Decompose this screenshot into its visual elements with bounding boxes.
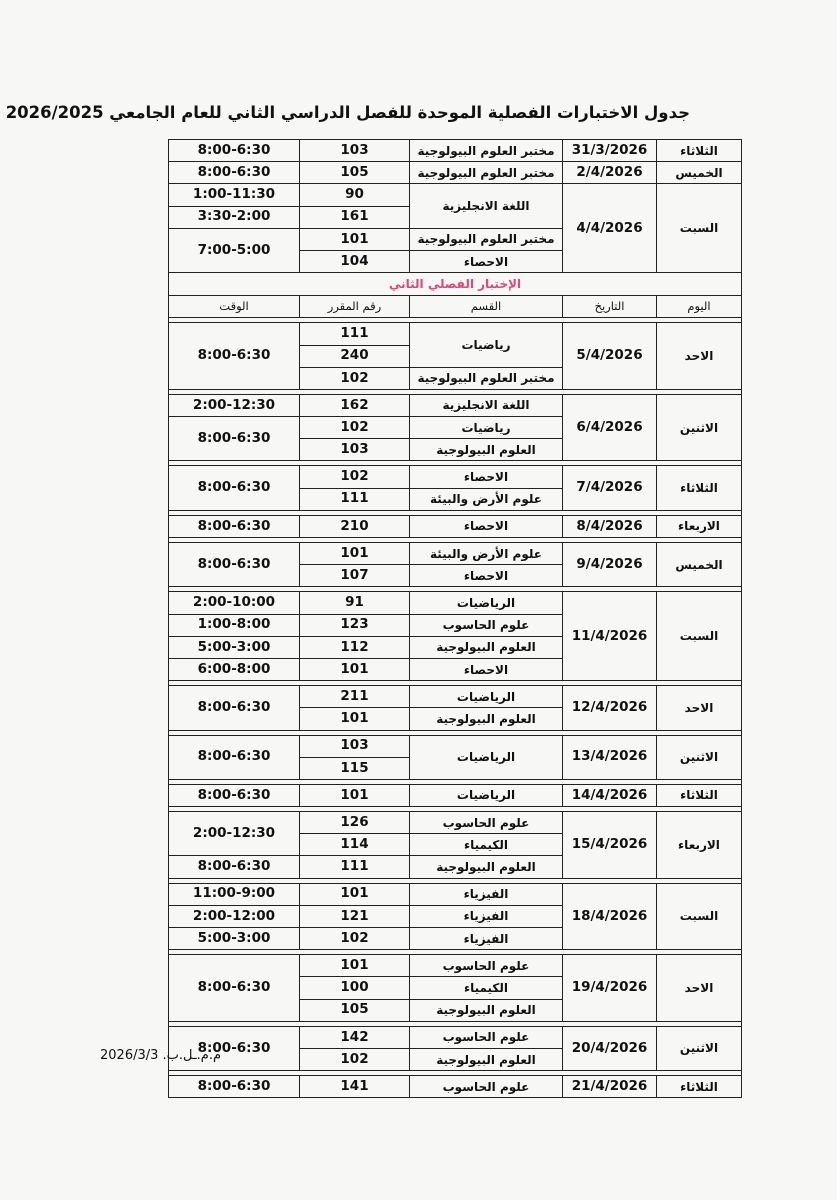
course-code-cell: 103: [300, 439, 410, 461]
table-row: [169, 955, 742, 977]
course-code-cell: 103: [300, 735, 410, 757]
page-title: جدول الاختبارات الفصلية الموحدة للفصل الدراسي الثاني للعام الجامعي 2026/2025: [5, 103, 690, 122]
course-code-cell: 211: [300, 686, 410, 708]
course-code-cell: 101: [300, 784, 410, 806]
course-code-cell: 115: [300, 757, 410, 779]
date-cell: 12/4/2026: [563, 686, 657, 730]
day-cell: الثلاثاء: [657, 466, 742, 510]
day-cell: السبت: [657, 883, 742, 950]
table-row: [169, 466, 742, 488]
dept-cell: العلوم البيولوجية: [410, 439, 563, 461]
header-time: الوقت: [169, 296, 300, 318]
course-code-cell: 240: [300, 345, 410, 367]
date-cell: 21/4/2026: [563, 1076, 657, 1098]
day-cell: الثلاثاء: [657, 140, 742, 162]
day-cell: الخميس: [657, 162, 742, 184]
time-cell: 8:00-6:30: [169, 417, 300, 461]
dept-cell: علوم الحاسوب: [410, 1076, 563, 1098]
course-code-cell: 123: [300, 614, 410, 636]
course-code-cell: 101: [300, 883, 410, 905]
course-code-cell: 102: [300, 417, 410, 439]
dept-cell: مختبر العلوم البيولوجية: [410, 228, 563, 250]
course-code-cell: 142: [300, 1026, 410, 1048]
course-code-cell: 162: [300, 394, 410, 416]
day-cell: الثلاثاء: [657, 1076, 742, 1098]
date-cell: 19/4/2026: [563, 955, 657, 1022]
time-cell: 8:00-6:30: [169, 686, 300, 730]
dept-cell: رياضيات: [410, 417, 563, 439]
dept-cell: العلوم البيولوجية: [410, 999, 563, 1021]
course-code-cell: 101: [300, 658, 410, 680]
time-cell: 8:00-6:30: [169, 466, 300, 510]
course-code-cell: 101: [300, 955, 410, 977]
date-cell: 8/4/2026: [563, 515, 657, 537]
table-row: [169, 1026, 742, 1048]
course-code-cell: 101: [300, 543, 410, 565]
date-cell: 13/4/2026: [563, 735, 657, 779]
course-code-cell: 141: [300, 1076, 410, 1098]
table-row: [169, 592, 742, 614]
table-row: [169, 1076, 742, 1098]
dept-cell: اللغة الانجليزية: [410, 184, 563, 228]
dept-cell: العلوم البيولوجية: [410, 856, 563, 878]
table-row: [169, 784, 742, 806]
dept-cell: رياضيات: [410, 323, 563, 367]
day-cell: الاربعاء: [657, 515, 742, 537]
date-cell: 20/4/2026: [563, 1026, 657, 1070]
table-row: [169, 883, 742, 905]
dept-cell: الاحصاء: [410, 565, 563, 587]
dept-cell: علوم الحاسوب: [410, 1026, 563, 1048]
time-cell: 7:00-5:00: [169, 228, 300, 272]
course-code-cell: 102: [300, 367, 410, 389]
course-code-cell: 114: [300, 834, 410, 856]
time-cell: 2:00-10:00: [169, 592, 300, 614]
dept-cell: مختبر العلوم البيولوجية: [410, 162, 563, 184]
date-cell: 15/4/2026: [563, 812, 657, 879]
header-day: اليوم: [657, 296, 742, 318]
dept-cell: علوم الأرض والبيئة: [410, 488, 563, 510]
day-cell: الاحد: [657, 686, 742, 730]
time-cell: 8:00-6:30: [169, 735, 300, 779]
time-cell: 2:00-12:00: [169, 905, 300, 927]
time-cell: 8:00-6:30: [169, 543, 300, 587]
dept-cell: علوم الأرض والبيئة: [410, 543, 563, 565]
header-date: التاريخ: [563, 296, 657, 318]
dept-cell: الكيمياء: [410, 834, 563, 856]
day-cell: السبت: [657, 592, 742, 681]
time-cell: 3:30-2:00: [169, 206, 300, 228]
course-code-cell: 102: [300, 1048, 410, 1070]
time-cell: 1:00-8:00: [169, 614, 300, 636]
time-cell: 2:00-12:30: [169, 812, 300, 856]
time-cell: 2:00-12:30: [169, 394, 300, 416]
course-code-cell: 90: [300, 184, 410, 206]
dept-cell: علوم الحاسوب: [410, 614, 563, 636]
dept-cell: العلوم البيولوجية: [410, 708, 563, 730]
header-dept: القسم: [410, 296, 563, 318]
day-cell: الاثنين: [657, 1026, 742, 1070]
course-code-cell: 91: [300, 592, 410, 614]
dept-cell: مختبر العلوم البيولوجية: [410, 367, 563, 389]
header-code: رقم المقرر: [300, 296, 410, 318]
date-cell: 6/4/2026: [563, 394, 657, 461]
dept-cell: الكيمياء: [410, 977, 563, 999]
table-row: [169, 686, 742, 708]
course-code-cell: 105: [300, 162, 410, 184]
time-cell: 8:00-6:30: [169, 140, 300, 162]
dept-cell: الرياضيات: [410, 592, 563, 614]
time-cell: 8:00-6:30: [169, 856, 300, 878]
time-cell: 8:00-6:30: [169, 323, 300, 390]
dept-cell: اللغة الانجليزية: [410, 394, 563, 416]
course-code-cell: 103: [300, 140, 410, 162]
dept-cell: العلوم البيولوجية: [410, 1048, 563, 1070]
time-cell: 11:00-9:00: [169, 883, 300, 905]
table-header: [169, 296, 742, 318]
date-cell: 14/4/2026: [563, 784, 657, 806]
time-cell: 6:00-8:00: [169, 658, 300, 680]
day-cell: الثلاثاء: [657, 784, 742, 806]
time-cell: 1:00-11:30: [169, 184, 300, 206]
dept-cell: الرياضيات: [410, 686, 563, 708]
course-code-cell: 102: [300, 928, 410, 950]
course-code-cell: 104: [300, 250, 410, 272]
time-cell: 8:00-6:30: [169, 1076, 300, 1098]
course-code-cell: 100: [300, 977, 410, 999]
time-cell: 5:00-3:00: [169, 636, 300, 658]
day-cell: الاثنين: [657, 394, 742, 461]
dept-cell: الاحصاء: [410, 515, 563, 537]
dept-cell: علوم الحاسوب: [410, 812, 563, 834]
table-row: [169, 812, 742, 834]
dept-cell: الرياضيات: [410, 735, 563, 779]
course-code-cell: 121: [300, 905, 410, 927]
footer-note: م.م.ـل.ب. 2026/3/3: [100, 1048, 222, 1063]
course-code-cell: 101: [300, 708, 410, 730]
dept-cell: الاحصاء: [410, 250, 563, 272]
course-code-cell: 107: [300, 565, 410, 587]
course-code-cell: 210: [300, 515, 410, 537]
course-code-cell: 126: [300, 812, 410, 834]
dept-cell: العلوم البيولوجية: [410, 636, 563, 658]
dept-cell: مختبر العلوم البيولوجية: [410, 140, 563, 162]
course-code-cell: 105: [300, 999, 410, 1021]
table-row: [169, 543, 742, 565]
course-code-cell: 111: [300, 856, 410, 878]
dept-cell: الاحصاء: [410, 658, 563, 680]
table-row: [169, 323, 742, 345]
table-row: [169, 140, 742, 162]
dept-cell: الفيزياء: [410, 928, 563, 950]
course-code-cell: 101: [300, 228, 410, 250]
dept-cell: الفيزياء: [410, 905, 563, 927]
time-cell: 8:00-6:30: [169, 515, 300, 537]
date-cell: 9/4/2026: [563, 543, 657, 587]
time-cell: 8:00-6:30: [169, 784, 300, 806]
section-title: الإختبار الفصلي الثاني: [169, 273, 742, 296]
date-cell: 18/4/2026: [563, 883, 657, 950]
date-cell: 11/4/2026: [563, 592, 657, 681]
dept-cell: الاحصاء: [410, 466, 563, 488]
date-cell: 7/4/2026: [563, 466, 657, 510]
day-cell: الاحد: [657, 323, 742, 390]
day-cell: السبت: [657, 184, 742, 273]
course-code-cell: 102: [300, 466, 410, 488]
course-code-cell: 161: [300, 206, 410, 228]
table-row: [169, 184, 742, 206]
course-code-cell: 112: [300, 636, 410, 658]
table-row: [169, 394, 742, 416]
date-cell: 31/3/2026: [563, 140, 657, 162]
date-cell: 2/4/2026: [563, 162, 657, 184]
time-cell: 8:00-6:30: [169, 1026, 300, 1070]
day-cell: الاثنين: [657, 735, 742, 779]
section-banner-row: [169, 273, 742, 296]
exam-schedule-table: [168, 139, 742, 1098]
dept-cell: الرياضيات: [410, 784, 563, 806]
day-cell: الاحد: [657, 955, 742, 1022]
dept-cell: علوم الحاسوب: [410, 955, 563, 977]
course-code-cell: 111: [300, 323, 410, 345]
time-cell: 8:00-6:30: [169, 162, 300, 184]
day-cell: الاربعاء: [657, 812, 742, 879]
date-cell: 4/4/2026: [563, 184, 657, 273]
course-code-cell: 111: [300, 488, 410, 510]
time-cell: 8:00-6:30: [169, 955, 300, 1022]
time-cell: 5:00-3:00: [169, 928, 300, 950]
day-cell: الخميس: [657, 543, 742, 587]
table-row: [169, 735, 742, 757]
date-cell: 5/4/2026: [563, 323, 657, 390]
table-row: [169, 515, 742, 537]
table-row: [169, 162, 742, 184]
dept-cell: الفيزياء: [410, 883, 563, 905]
